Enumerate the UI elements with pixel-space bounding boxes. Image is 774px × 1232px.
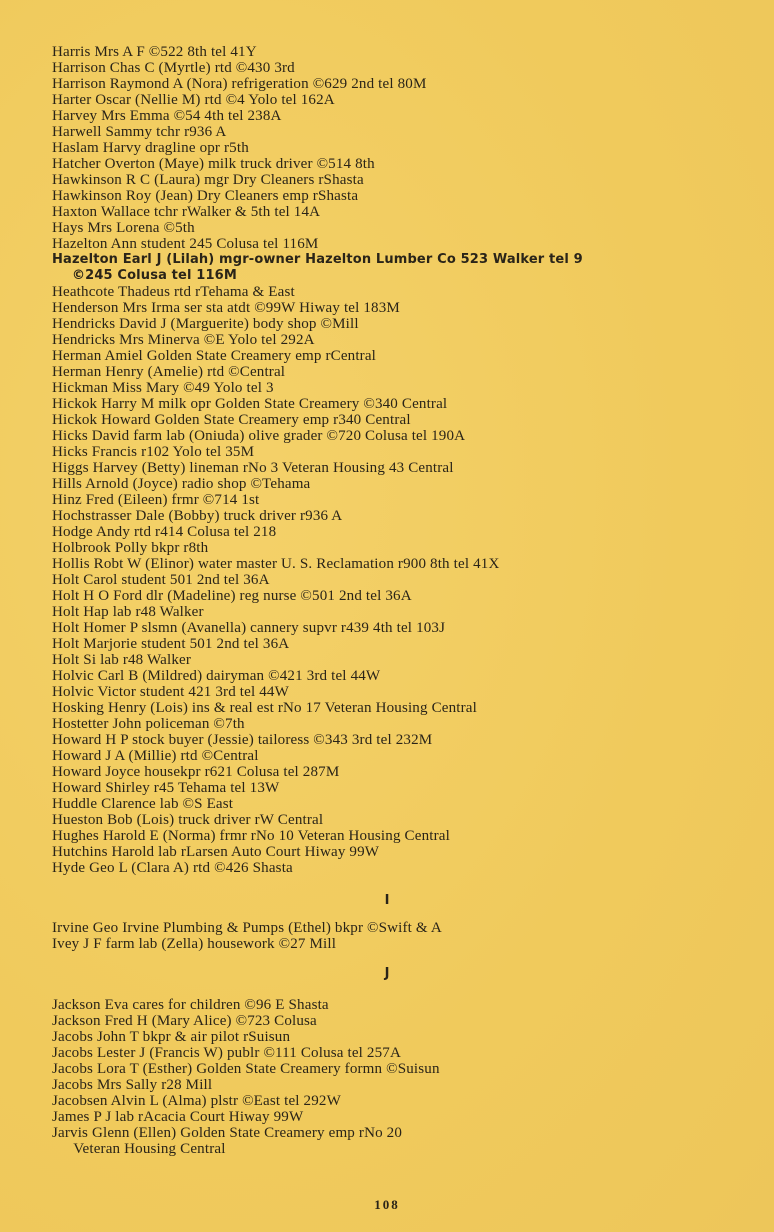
directory-entry: Hickok Harry M milk opr Golden State Creamery ©340 Central <box>52 396 448 412</box>
directory-entry: Harter Oscar (Nellie M) rtd ©4 Yolo tel 162A <box>52 92 335 108</box>
directory-entry: Howard Shirley r45 Tehama tel 13W <box>52 780 280 796</box>
directory-entry: Holvic Victor student 421 3rd tel 44W <box>52 684 289 700</box>
directory-entry: Hendricks Mrs Minerva ©E Yolo tel 292A <box>52 332 315 348</box>
directory-entry: Holt Marjorie student 501 2nd tel 36A <box>52 636 290 652</box>
directory-entry: Jackson Eva cares for children ©96 E Shasta <box>52 997 329 1013</box>
directory-entry: Harris Mrs A F ©522 8th tel 41Y <box>52 44 257 60</box>
directory-entry: Jacobs Lora T (Esther) Golden State Creamery formn ©Suisun <box>52 1061 440 1077</box>
directory-entry: Higgs Harvey (Betty) lineman rNo 3 Veteran Housing 43 Central <box>52 460 454 476</box>
directory-entry: Hawkinson Roy (Jean) Dry Cleaners emp rShasta <box>52 188 359 204</box>
directory-entry: Hodge Andy rtd r414 Colusa tel 218 <box>52 524 277 540</box>
directory-entry: Hicks Francis r102 Yolo tel 35M <box>52 444 255 460</box>
directory-entry: Henderson Mrs Irma ser sta atdt ©99W Hiway tel 183M <box>52 300 400 316</box>
directory-entry: Hays Mrs Lorena ©5th <box>52 220 195 236</box>
directory-entry: Harrison Chas C (Myrtle) rtd ©430 3rd <box>52 60 295 76</box>
directory-entry: Howard J A (Millie) rtd ©Central <box>52 748 259 764</box>
directory-entry: Holt H O Ford dlr (Madeline) reg nurse ©501 2nd tel 36A <box>52 588 412 604</box>
directory-entry: Hicks David farm lab (Oniuda) olive grader ©720 Colusa tel 190A <box>52 428 466 444</box>
directory-entry: Herman Henry (Amelie) rtd ©Central <box>52 364 286 380</box>
directory-entry-bold-continuation: ©245 Colusa tel 116M <box>72 268 237 283</box>
directory-entry: Holvic Carl B (Mildred) dairyman ©421 3rd tel 44W <box>52 668 381 684</box>
directory-entry: Hughes Harold E (Norma) frmr rNo 10 Veteran Housing Central <box>52 828 450 844</box>
section-h-entries <box>52 44 583 876</box>
directory-entry: Harrison Raymond A (Nora) refrigeration ©629 2nd tel 80M <box>52 76 427 92</box>
directory-entry: Haslam Harvy dragline opr r5th <box>52 140 249 156</box>
directory-entry: Jacobs John T bkpr & air pilot rSuisun <box>52 1029 291 1045</box>
directory-entry: Hostetter John policeman ©7th <box>52 716 245 732</box>
directory-entry: Jacobs Lester J (Francis W) publr ©111 Colusa tel 257A <box>52 1045 402 1061</box>
section-i-entries <box>52 920 442 952</box>
directory-entry: Hueston Bob (Lois) truck driver rW Central <box>52 812 324 828</box>
directory-entry: Hendricks David J (Marguerite) body shop ©Mill <box>52 316 359 332</box>
section-heading-i: I <box>384 893 390 908</box>
directory-entry-bold: Hazelton Earl J (Lilah) mgr-owner Hazelton Lumber Co 523 Walker tel 9 <box>52 252 583 267</box>
directory-entry: Holbrook Polly bkpr r8th <box>52 540 209 556</box>
directory-entry: Hollis Robt W (Elinor) water master U. S. Reclamation r900 8th tel 41X <box>52 556 500 572</box>
directory-entry: Hickok Howard Golden State Creamery emp r340 Central <box>52 412 411 428</box>
directory-entry: Hyde Geo L (Clara A) rtd ©426 Shasta <box>52 860 293 876</box>
directory-entry: Holt Hap lab r48 Walker <box>52 604 204 620</box>
section-heading-j: J <box>384 966 390 981</box>
directory-entry: Holt Carol student 501 2nd tel 36A <box>52 572 270 588</box>
directory-entry: Holt Si lab r48 Walker <box>52 652 192 668</box>
directory-entry: Herman Amiel Golden State Creamery emp rCentral <box>52 348 377 364</box>
directory-entry: Harvey Mrs Emma ©54 4th tel 238A <box>52 108 282 124</box>
directory-entry: Jacobsen Alvin L (Alma) plstr ©East tel 292W <box>52 1093 341 1109</box>
directory-entry: Hazelton Ann student 245 Colusa tel 116M <box>52 236 319 252</box>
directory-entry: Howard Joyce housekpr r621 Colusa tel 287M <box>52 764 340 780</box>
directory-entry: Hickman Miss Mary ©49 Yolo tel 3 <box>52 380 274 396</box>
directory-entry: Hochstrasser Dale (Bobby) truck driver r936 A <box>52 508 343 524</box>
directory-entry: Huddle Clarence lab ©S East <box>52 796 234 812</box>
directory-entry: Harwell Sammy tchr r936 A <box>52 124 227 140</box>
directory-entry: Jackson Fred H (Mary Alice) ©723 Colusa <box>52 1013 317 1029</box>
directory-entry-continuation: Veteran Housing Central <box>73 1141 226 1157</box>
directory-entry: Ivey J F farm lab (Zella) housework ©27 Mill <box>52 936 337 952</box>
directory-entry: Hatcher Overton (Maye) milk truck driver ©514 8th <box>52 156 375 172</box>
directory-entry: Hinz Fred (Eileen) frmr ©714 1st <box>52 492 260 508</box>
page-number: 108 <box>374 1197 400 1212</box>
directory-entry: Jarvis Glenn (Ellen) Golden State Creamery emp rNo 20 <box>52 1125 403 1141</box>
directory-entry: James P J lab rAcacia Court Hiway 99W <box>52 1109 304 1125</box>
directory-entry: Hills Arnold (Joyce) radio shop ©Tehama <box>52 476 311 492</box>
directory-entry: Holt Homer P slsmn (Avanella) cannery supvr r439 4th tel 103J <box>52 620 446 636</box>
directory-entry: Haxton Wallace tchr rWalker & 5th tel 14A <box>52 204 321 220</box>
directory-entry: Jacobs Mrs Sally r28 Mill <box>52 1077 213 1093</box>
directory-entry: Hosking Henry (Lois) ins & real est rNo 17 Veteran Housing Central <box>52 700 477 716</box>
directory-entry: Howard H P stock buyer (Jessie) tailoress ©343 3rd tel 232M <box>52 732 433 748</box>
directory-entry: Heathcote Thadeus rtd rTehama & East <box>52 284 295 300</box>
section-j-entries <box>52 997 440 1157</box>
directory-entry: Hawkinson R C (Laura) mgr Dry Cleaners rShasta <box>52 172 364 188</box>
directory-entry: Hutchins Harold lab rLarsen Auto Court Hiway 99W <box>52 844 380 860</box>
directory-entry: Irvine Geo Irvine Plumbing & Pumps (Ethel) bkpr ©Swift & A <box>52 920 442 936</box>
